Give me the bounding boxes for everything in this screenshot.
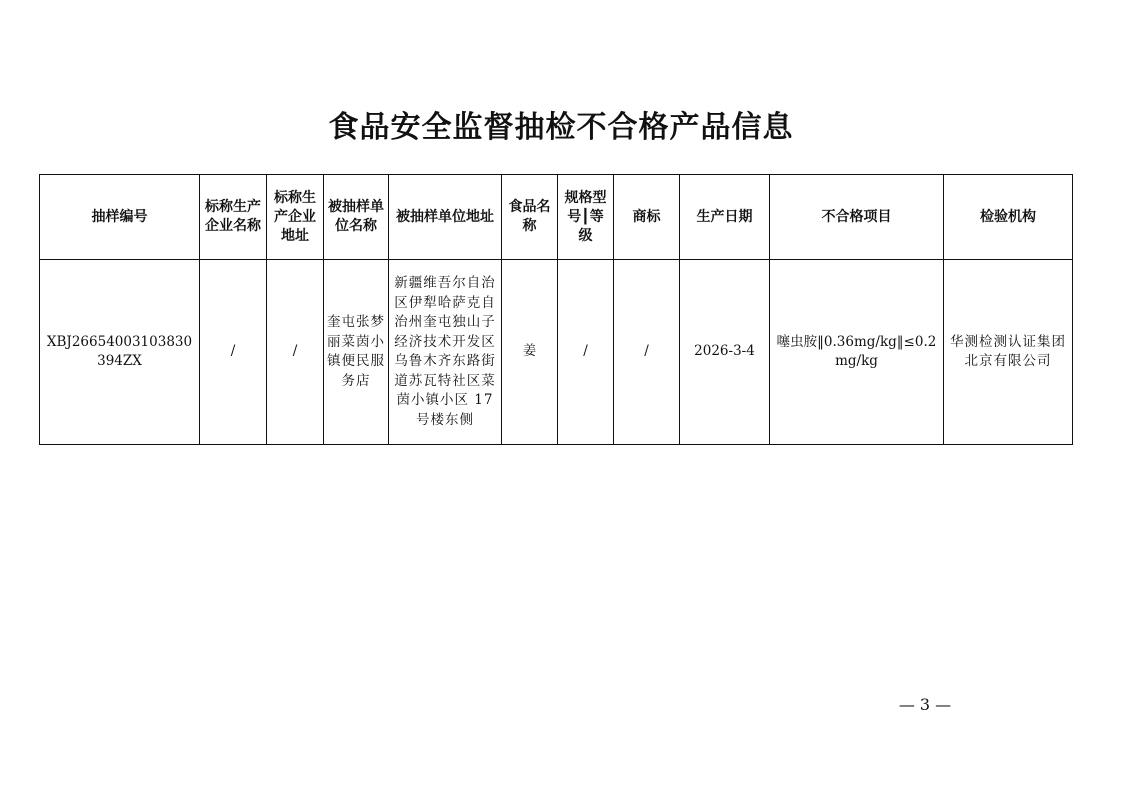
header-food-name: 食品名称	[502, 175, 558, 260]
table-row	[40, 260, 1073, 445]
header-brand: 商标	[614, 175, 680, 260]
cell-food-name: 姜	[502, 260, 558, 445]
cell-sampled-unit-address: 新疆维吾尔自治区伊犁哈萨克自治州奎屯独山子经济技术开发区乌鲁木齐东路街道苏瓦特社区菜茵小镇小区 17 号楼东侧	[389, 260, 502, 445]
nonconforming-products-table	[39, 174, 1073, 445]
cell-production-date: 2026-3-4	[680, 260, 770, 445]
cell-inspection-agency: 华测检测认证集团北京有限公司	[944, 260, 1073, 445]
cell-sample-no: XBJ26654003103830394ZX	[40, 260, 200, 445]
header-sample-no: 抽样编号	[40, 175, 200, 260]
table-header-row	[40, 175, 1073, 260]
header-manufacturer-address: 标称生产企业地址	[267, 175, 324, 260]
page-title: 食品安全监督抽检不合格产品信息	[328, 110, 794, 145]
header-spec: 规格型号┃等级	[558, 175, 614, 260]
cell-sampled-unit-name: 奎屯张梦丽菜茵小镇便民服务店	[324, 260, 389, 445]
header-failed-item: 不合格项目	[770, 175, 944, 260]
header-sampled-unit-name: 被抽样单位名称	[324, 175, 389, 260]
page-number: — 3 —	[898, 695, 952, 714]
header-inspection-agency: 检验机构	[944, 175, 1073, 260]
header-production-date: 生产日期	[680, 175, 770, 260]
cell-brand: /	[614, 260, 680, 445]
cell-spec: /	[558, 260, 614, 445]
cell-manufacturer-address: /	[267, 260, 324, 445]
cell-manufacturer-name: /	[200, 260, 267, 445]
header-sampled-unit-address: 被抽样单位地址	[389, 175, 502, 260]
header-manufacturer-name: 标称生产企业名称	[200, 175, 267, 260]
cell-failed-item: 噻虫胺‖0.36mg/kg‖≤0.2mg/kg	[770, 260, 944, 445]
